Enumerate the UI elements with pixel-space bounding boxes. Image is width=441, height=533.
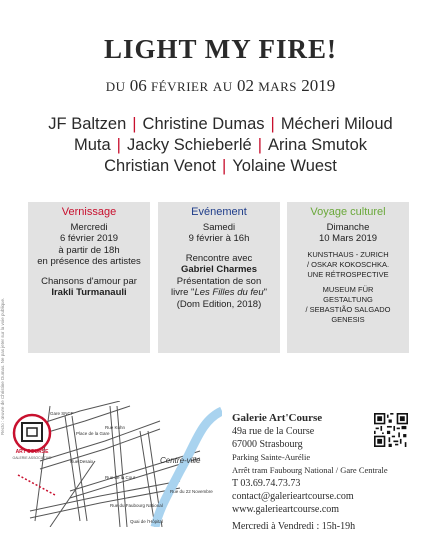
map-label-gare: Gare SNCF [50, 411, 74, 416]
voyage-day: Dimanche [326, 221, 370, 233]
artist-name: Arina Smutok [267, 136, 368, 154]
map-label-hopital: Quai de l'Hôpital [130, 519, 163, 524]
voyage-box [287, 202, 409, 353]
address-line-2: 67000 Strasbourg [232, 439, 303, 450]
phone-number: T 03.69.74.73.73 [232, 478, 301, 489]
event-dates [0, 76, 441, 96]
artist-line-3 [0, 156, 441, 177]
voyage-expo-1b: UNE RÉTROSPECTIVE [307, 269, 389, 279]
evenement-publisher: (Dom Edition, 2018) [176, 298, 262, 310]
evenement-heading: Evénement [191, 206, 247, 218]
map-label-cour: Rue de la Cour [105, 475, 136, 480]
evenement-presentation: Présentation de son [176, 275, 262, 287]
map-label-place: Place de la Gare [76, 431, 110, 436]
map-label-faubourg: Rue du Faubourg National [110, 503, 163, 508]
qr-code-icon [374, 413, 408, 447]
voyage-expo-2b: GENESIS [331, 314, 365, 324]
artist-name: Jacky Schieberlé [126, 136, 252, 154]
voyage-date: 10 Mars 2019 [318, 233, 378, 244]
separator: | [116, 136, 121, 154]
logo-subtext: GALERIE ASSOCIATIVE [12, 456, 52, 460]
dates-du: DU [105, 79, 126, 94]
logo-text: ART'COURSE [15, 449, 49, 455]
opening-hours: Mercredi à Vendredi : 15h-19h [232, 521, 356, 532]
date-end: 02 [236, 76, 254, 95]
parking-info: Parking Sainte-Aurélie [232, 452, 311, 462]
voyage-museum-1: KUNSTHAUS - ZURICH [307, 249, 389, 259]
artist-name: JF Baltzen [48, 115, 127, 133]
vernissage-performer: Irakli Turmanauli [51, 287, 127, 298]
map-label-kuhn: Rue Kuhn [105, 425, 126, 430]
vernissage-music: Chansons d'amour par [41, 275, 137, 287]
artist-name: Christian Venot [104, 157, 217, 175]
artist-name: Christine Dumas [142, 115, 265, 133]
vernissage-day: Mercredi [70, 221, 108, 233]
separator: | [222, 157, 227, 175]
voyage-museum-2: MUSEUM FÜR [322, 284, 374, 294]
evenement-box [158, 202, 280, 353]
month-end: MARS [258, 79, 298, 94]
vernissage-date: 6 février 2019 [59, 233, 119, 244]
side-credit: Recto : œuvre de Christine Dumas. Ne pas jeter sur la voie publique. [0, 297, 5, 435]
voyage-expo-2: / SEBASTIÃO SALGADO [305, 304, 391, 314]
book-prefix: livre " [171, 287, 195, 298]
artist-name: Muta [73, 136, 111, 154]
separator: | [270, 115, 275, 133]
dates-au: AU [212, 79, 233, 94]
voyage-expo-1: / OSKAR KOKOSCHKA. [306, 259, 390, 269]
evenement-intro: Rencontre avec [185, 252, 253, 264]
evenement-guest: Gabriel Charmes [180, 264, 258, 275]
book-title: Les Filles du feu [194, 287, 264, 298]
contact-info [232, 412, 388, 533]
artist-name: Yolaine Wuest [232, 157, 337, 175]
date-start: 06 [129, 76, 147, 95]
artist-line-2 [0, 135, 441, 156]
vernissage-note: en présence des artistes [37, 256, 141, 267]
book-suffix: " [263, 287, 267, 298]
evenement-day: Samedi [202, 221, 236, 233]
voyage-museum-2b: GESTALTUNG [323, 294, 373, 304]
evenement-book [158, 287, 280, 299]
website-link[interactable]: www.galerieartcourse.com [232, 504, 340, 515]
address-line-1: 49a rue de la Course [232, 426, 315, 437]
location-map [10, 401, 222, 527]
artist-name: Mécheri Miloud [280, 115, 393, 133]
map-label-desaix: Rue Desaix [70, 459, 94, 464]
map-label-novembre: Rue du 22 Novembre [170, 489, 213, 494]
event-title: LIGHT MY FIRE! [103, 34, 338, 64]
voyage-heading: Voyage culturel [310, 206, 386, 218]
vernissage-time: à partir de 18h [58, 244, 120, 256]
artist-list [0, 114, 441, 177]
month-start: FÉVRIER [150, 79, 209, 94]
email-link[interactable]: contact@galerieartcourse.com [232, 491, 354, 502]
year: 2019 [301, 76, 336, 95]
artist-line-1 [0, 114, 441, 135]
separator: | [132, 115, 137, 133]
evenement-date: 9 février à 16h [188, 233, 250, 244]
map-label-centre: Centre-ville [160, 456, 201, 465]
tram-info: Arrêt tram Faubourg National / Gare Centrale [232, 465, 388, 475]
map-graphic [10, 401, 222, 527]
galerie-name: Galerie Art'Course [232, 412, 323, 424]
vernissage-box [28, 202, 150, 353]
vernissage-heading: Vernissage [61, 206, 117, 218]
separator: | [257, 136, 262, 154]
